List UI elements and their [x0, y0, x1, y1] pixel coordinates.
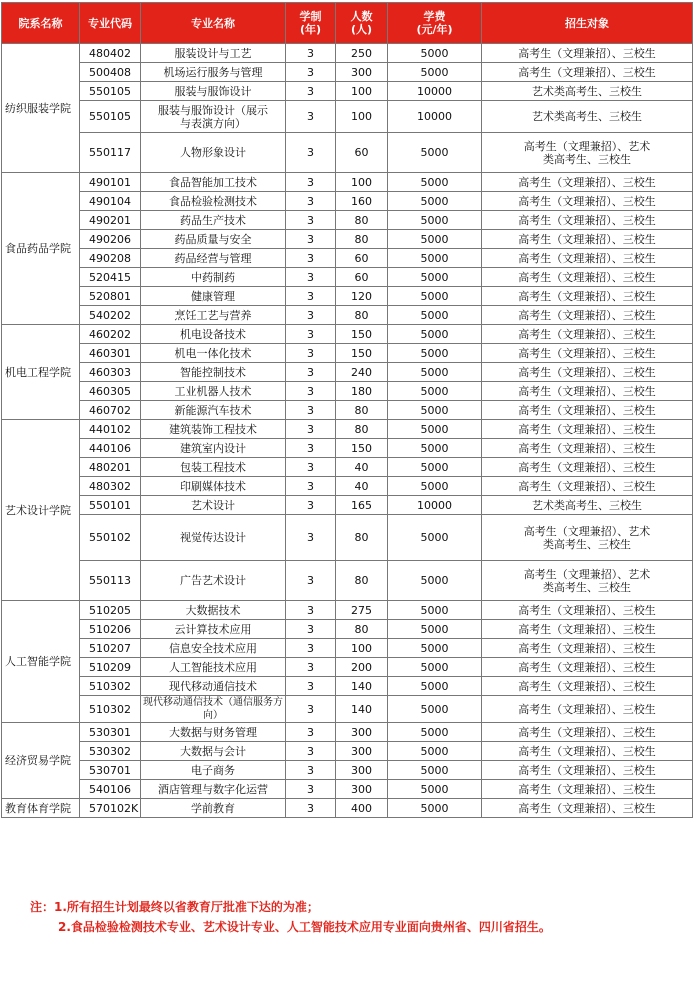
tuition-fee: 5000: [388, 306, 482, 325]
major-name: 学前教育: [141, 799, 286, 818]
enrollment-target: 高考生（文理兼招）、三校生: [482, 439, 693, 458]
major-code: 500408: [80, 63, 141, 82]
major-code: 490104: [80, 192, 141, 211]
tuition-fee: 5000: [388, 677, 482, 696]
tuition-fee: 5000: [388, 477, 482, 496]
major-code: 490101: [80, 173, 141, 192]
tuition-fee: 5000: [388, 382, 482, 401]
table-row: [2, 601, 693, 620]
tuition-fee: 5000: [388, 173, 482, 192]
major-code: 510302: [80, 677, 141, 696]
enrollment-target: 高考生（文理兼招）、三校生: [482, 620, 693, 639]
tuition-fee: 5000: [388, 742, 482, 761]
enrollment-target: 高考生（文理兼招）、三校生: [482, 230, 693, 249]
table-row: [2, 344, 693, 363]
major-code: 550102: [80, 515, 141, 561]
table-row: [2, 723, 693, 742]
major-name: 大数据技术: [141, 601, 286, 620]
header-major: 专业名称: [141, 3, 286, 44]
tuition-fee: 5000: [388, 325, 482, 344]
enrollment-target: 高考生（文理兼招）、三校生: [482, 401, 693, 420]
table-row: [2, 515, 693, 561]
major-name: 智能控制技术: [141, 363, 286, 382]
header-target: 招生对象: [482, 3, 693, 44]
table-row: [2, 561, 693, 601]
enrollment-count: 160: [336, 192, 388, 211]
duration: 3: [286, 496, 336, 515]
enrollment-target: 高考生（文理兼招）、三校生: [482, 780, 693, 799]
note-1: 注：1.所有招生计划最终以省教育厅批准下达的为准；: [30, 900, 319, 914]
table-row: [2, 192, 693, 211]
enrollment-target: 艺术类高考生、三校生: [482, 101, 693, 133]
college-name: 教育体育学院: [2, 799, 80, 818]
major-code: 480201: [80, 458, 141, 477]
duration: 3: [286, 658, 336, 677]
table-row: [2, 780, 693, 799]
duration: 3: [286, 420, 336, 439]
table-row: [2, 382, 693, 401]
major-name: 大数据与财务管理: [141, 723, 286, 742]
major-code: 490206: [80, 230, 141, 249]
major-code: 480302: [80, 477, 141, 496]
major-code: 550105: [80, 82, 141, 101]
table-row: [2, 639, 693, 658]
enrollment-target: 高考生（文理兼招）、艺术类高考生、三校生: [482, 515, 693, 561]
major-name: 服装与服饰设计（展示与表演方向）: [141, 101, 286, 133]
duration: 3: [286, 401, 336, 420]
table-row: [2, 439, 693, 458]
table-row: [2, 458, 693, 477]
major-code: 550105: [80, 101, 141, 133]
tuition-fee: 5000: [388, 268, 482, 287]
tuition-fee: 5000: [388, 230, 482, 249]
tuition-fee: 5000: [388, 515, 482, 561]
duration: 3: [286, 742, 336, 761]
tuition-fee: 5000: [388, 780, 482, 799]
major-name: 建筑装饰工程技术: [141, 420, 286, 439]
enrollment-target: 高考生（文理兼招）、三校生: [482, 363, 693, 382]
major-code: 530301: [80, 723, 141, 742]
major-code: 550113: [80, 561, 141, 601]
enrollment-count: 165: [336, 496, 388, 515]
enrollment-target: 高考生（文理兼招）、三校生: [482, 44, 693, 63]
enrollment-count: 80: [336, 230, 388, 249]
major-name: 机电设备技术: [141, 325, 286, 344]
enrollment-count: 150: [336, 344, 388, 363]
duration: 3: [286, 344, 336, 363]
duration: 3: [286, 458, 336, 477]
enrollment-count: 140: [336, 696, 388, 723]
duration: 3: [286, 439, 336, 458]
major-name: 人物形象设计: [141, 133, 286, 173]
enrollment-target: 高考生（文理兼招）、三校生: [482, 799, 693, 818]
college-name: 食品药品学院: [2, 173, 80, 325]
enrollment-count: 40: [336, 458, 388, 477]
major-name: 酒店管理与数字化运营: [141, 780, 286, 799]
table-row: [2, 742, 693, 761]
enrollment-target: 高考生（文理兼招）、三校生: [482, 420, 693, 439]
enrollment-count: 100: [336, 101, 388, 133]
major-code: 550117: [80, 133, 141, 173]
tuition-fee: 5000: [388, 63, 482, 82]
enrollment-target: 高考生（文理兼招）、三校生: [482, 382, 693, 401]
enrollment-target: 高考生（文理兼招）、三校生: [482, 287, 693, 306]
enrollment-count: 60: [336, 268, 388, 287]
table-row: [2, 761, 693, 780]
table-row: [2, 306, 693, 325]
duration: 3: [286, 63, 336, 82]
major-name: 食品检验检测技术: [141, 192, 286, 211]
header-years: 学制 (年): [286, 3, 336, 44]
enrollment-count: 240: [336, 363, 388, 382]
tuition-fee: 10000: [388, 496, 482, 515]
duration: 3: [286, 515, 336, 561]
major-name: 建筑室内设计: [141, 439, 286, 458]
tuition-fee: 5000: [388, 401, 482, 420]
enrollment-target: 高考生（文理兼招）、三校生: [482, 477, 693, 496]
duration: 3: [286, 696, 336, 723]
college-name: 艺术设计学院: [2, 420, 80, 601]
major-code: 540106: [80, 780, 141, 799]
enrollment-count: 150: [336, 439, 388, 458]
enrollment-target: 高考生（文理兼招）、三校生: [482, 458, 693, 477]
enrollment-count: 140: [336, 677, 388, 696]
enrollment-count: 300: [336, 742, 388, 761]
tuition-fee: 5000: [388, 192, 482, 211]
enrollment-count: 80: [336, 561, 388, 601]
major-code: 460301: [80, 344, 141, 363]
major-name: 药品经营与管理: [141, 249, 286, 268]
major-code: 520415: [80, 268, 141, 287]
major-name: 印刷媒体技术: [141, 477, 286, 496]
major-code: 510209: [80, 658, 141, 677]
table-row: [2, 287, 693, 306]
note-2: 2.食品检验检测技术专业、艺术设计专业、人工智能技术应用专业面向贵州省、四川省招生。: [58, 920, 551, 934]
tuition-fee: 5000: [388, 561, 482, 601]
tuition-fee: 5000: [388, 723, 482, 742]
major-name: 中药制药: [141, 268, 286, 287]
major-name: 工业机器人技术: [141, 382, 286, 401]
enrollment-count: 150: [336, 325, 388, 344]
table-row: [2, 101, 693, 133]
enrollment-count: 300: [336, 63, 388, 82]
major-code: 510206: [80, 620, 141, 639]
enrollment-target: 高考生（文理兼招）、三校生: [482, 658, 693, 677]
header-fee: 学费 (元/年): [388, 3, 482, 44]
enrollment-target: 高考生（文理兼招）、三校生: [482, 742, 693, 761]
table-row: [2, 63, 693, 82]
tuition-fee: 5000: [388, 658, 482, 677]
enrollment-target: 高考生（文理兼招）、艺术类高考生、三校生: [482, 561, 693, 601]
duration: 3: [286, 561, 336, 601]
enrollment-target: 艺术类高考生、三校生: [482, 496, 693, 515]
enrollment-count: 40: [336, 477, 388, 496]
college-name: 机电工程学院: [2, 325, 80, 420]
enrollment-count: 80: [336, 306, 388, 325]
enrollment-count: 80: [336, 401, 388, 420]
tuition-fee: 5000: [388, 601, 482, 620]
enrollment-table: [1, 2, 693, 818]
duration: 3: [286, 780, 336, 799]
major-code: 460202: [80, 325, 141, 344]
major-code: 570102K: [80, 799, 141, 818]
table-row: [2, 249, 693, 268]
duration: 3: [286, 101, 336, 133]
major-code: 480402: [80, 44, 141, 63]
footnotes: [30, 897, 551, 937]
enrollment-target: 高考生（文理兼招）、三校生: [482, 639, 693, 658]
major-code: 440106: [80, 439, 141, 458]
college-name: 经济贸易学院: [2, 723, 80, 799]
major-code: 460305: [80, 382, 141, 401]
enrollment-count: 80: [336, 620, 388, 639]
major-code: 530701: [80, 761, 141, 780]
major-name: 机场运行服务与管理: [141, 63, 286, 82]
table-row: [2, 133, 693, 173]
table-row: [2, 658, 693, 677]
major-name: 现代移动通信技术（通信服务方向）: [141, 696, 286, 723]
major-name: 电子商务: [141, 761, 286, 780]
table-row: [2, 325, 693, 344]
table-row: [2, 620, 693, 639]
enrollment-count: 60: [336, 249, 388, 268]
duration: 3: [286, 192, 336, 211]
major-code: 550101: [80, 496, 141, 515]
duration: 3: [286, 133, 336, 173]
college-name: 纺织服装学院: [2, 44, 80, 173]
duration: 3: [286, 620, 336, 639]
major-name: 药品生产技术: [141, 211, 286, 230]
enrollment-target: 高考生（文理兼招）、三校生: [482, 173, 693, 192]
tuition-fee: 5000: [388, 799, 482, 818]
header-code: 专业代码: [80, 3, 141, 44]
major-name: 广告艺术设计: [141, 561, 286, 601]
enrollment-count: 80: [336, 515, 388, 561]
enrollment-target: 高考生（文理兼招）、三校生: [482, 249, 693, 268]
tuition-fee: 5000: [388, 211, 482, 230]
header-college: 院系名称: [2, 3, 80, 44]
duration: 3: [286, 477, 336, 496]
duration: 3: [286, 44, 336, 63]
table-row: [2, 363, 693, 382]
college-name: 人工智能学院: [2, 601, 80, 723]
major-code: 490201: [80, 211, 141, 230]
major-name: 艺术设计: [141, 496, 286, 515]
major-code: 510302: [80, 696, 141, 723]
major-code: 520801: [80, 287, 141, 306]
table-row: [2, 401, 693, 420]
enrollment-count: 60: [336, 133, 388, 173]
major-code: 490208: [80, 249, 141, 268]
enrollment-target: 艺术类高考生、三校生: [482, 82, 693, 101]
duration: 3: [286, 82, 336, 101]
major-name: 视觉传达设计: [141, 515, 286, 561]
table-row: [2, 477, 693, 496]
major-name: 药品质量与安全: [141, 230, 286, 249]
major-code: 460303: [80, 363, 141, 382]
duration: 3: [286, 363, 336, 382]
duration: 3: [286, 306, 336, 325]
tuition-fee: 5000: [388, 133, 482, 173]
major-name: 包装工程技术: [141, 458, 286, 477]
major-name: 大数据与会计: [141, 742, 286, 761]
tuition-fee: 5000: [388, 344, 482, 363]
major-name: 健康管理: [141, 287, 286, 306]
enrollment-count: 120: [336, 287, 388, 306]
duration: 3: [286, 723, 336, 742]
major-code: 540202: [80, 306, 141, 325]
enrollment-count: 80: [336, 420, 388, 439]
enrollment-target: 高考生（文理兼招）、艺术类高考生、三校生: [482, 133, 693, 173]
table-row: [2, 677, 693, 696]
tuition-fee: 5000: [388, 458, 482, 477]
duration: 3: [286, 173, 336, 192]
header-count: 人数 (人): [336, 3, 388, 44]
enrollment-target: 高考生（文理兼招）、三校生: [482, 63, 693, 82]
major-name: 机电一体化技术: [141, 344, 286, 363]
enrollment-target: 高考生（文理兼招）、三校生: [482, 268, 693, 287]
enrollment-count: 100: [336, 82, 388, 101]
major-name: 新能源汽车技术: [141, 401, 286, 420]
enrollment-target: 高考生（文理兼招）、三校生: [482, 306, 693, 325]
enrollment-target: 高考生（文理兼招）、三校生: [482, 192, 693, 211]
enrollment-count: 300: [336, 761, 388, 780]
tuition-fee: 5000: [388, 287, 482, 306]
enrollment-target: 高考生（文理兼招）、三校生: [482, 344, 693, 363]
major-code: 440102: [80, 420, 141, 439]
duration: 3: [286, 639, 336, 658]
table-row: [2, 799, 693, 818]
tuition-fee: 5000: [388, 363, 482, 382]
enrollment-count: 180: [336, 382, 388, 401]
major-name: 现代移动通信技术: [141, 677, 286, 696]
table-row: [2, 173, 693, 192]
tuition-fee: 5000: [388, 639, 482, 658]
duration: 3: [286, 601, 336, 620]
table-row: [2, 230, 693, 249]
duration: 3: [286, 287, 336, 306]
major-name: 服装与服饰设计: [141, 82, 286, 101]
tuition-fee: 5000: [388, 620, 482, 639]
enrollment-count: 300: [336, 780, 388, 799]
table-row: [2, 44, 693, 63]
enrollment-target: 高考生（文理兼招）、三校生: [482, 723, 693, 742]
tuition-fee: 5000: [388, 439, 482, 458]
enrollment-target: 高考生（文理兼招）、三校生: [482, 325, 693, 344]
enrollment-count: 250: [336, 44, 388, 63]
enrollment-count: 80: [336, 211, 388, 230]
table-row: [2, 268, 693, 287]
tuition-fee: 10000: [388, 101, 482, 133]
tuition-fee: 10000: [388, 82, 482, 101]
major-name: 烹饪工艺与营养: [141, 306, 286, 325]
table-row: [2, 82, 693, 101]
tuition-fee: 5000: [388, 761, 482, 780]
table-row: [2, 420, 693, 439]
major-name: 云计算技术应用: [141, 620, 286, 639]
duration: 3: [286, 211, 336, 230]
enrollment-count: 200: [336, 658, 388, 677]
enrollment-target: 高考生（文理兼招）、三校生: [482, 211, 693, 230]
enrollment-target: 高考生（文理兼招）、三校生: [482, 696, 693, 723]
tuition-fee: 5000: [388, 44, 482, 63]
enrollment-target: 高考生（文理兼招）、三校生: [482, 761, 693, 780]
major-name: 人工智能技术应用: [141, 658, 286, 677]
major-code: 510207: [80, 639, 141, 658]
enrollment-target: 高考生（文理兼招）、三校生: [482, 601, 693, 620]
tuition-fee: 5000: [388, 249, 482, 268]
enrollment-count: 100: [336, 173, 388, 192]
major-code: 530302: [80, 742, 141, 761]
duration: 3: [286, 761, 336, 780]
tuition-fee: 5000: [388, 696, 482, 723]
duration: 3: [286, 325, 336, 344]
enrollment-count: 275: [336, 601, 388, 620]
enrollment-count: 300: [336, 723, 388, 742]
duration: 3: [286, 230, 336, 249]
tuition-fee: 5000: [388, 420, 482, 439]
table-row: [2, 696, 693, 723]
duration: 3: [286, 249, 336, 268]
table-row: [2, 211, 693, 230]
enrollment-count: 400: [336, 799, 388, 818]
major-code: 510205: [80, 601, 141, 620]
major-name: 食品智能加工技术: [141, 173, 286, 192]
enrollment-target: 高考生（文理兼招）、三校生: [482, 677, 693, 696]
major-name: 服装设计与工艺: [141, 44, 286, 63]
enrollment-count: 100: [336, 639, 388, 658]
duration: 3: [286, 268, 336, 287]
major-name: 信息安全技术应用: [141, 639, 286, 658]
header-row: [2, 3, 693, 44]
duration: 3: [286, 799, 336, 818]
duration: 3: [286, 677, 336, 696]
duration: 3: [286, 382, 336, 401]
major-code: 460702: [80, 401, 141, 420]
table-row: [2, 496, 693, 515]
